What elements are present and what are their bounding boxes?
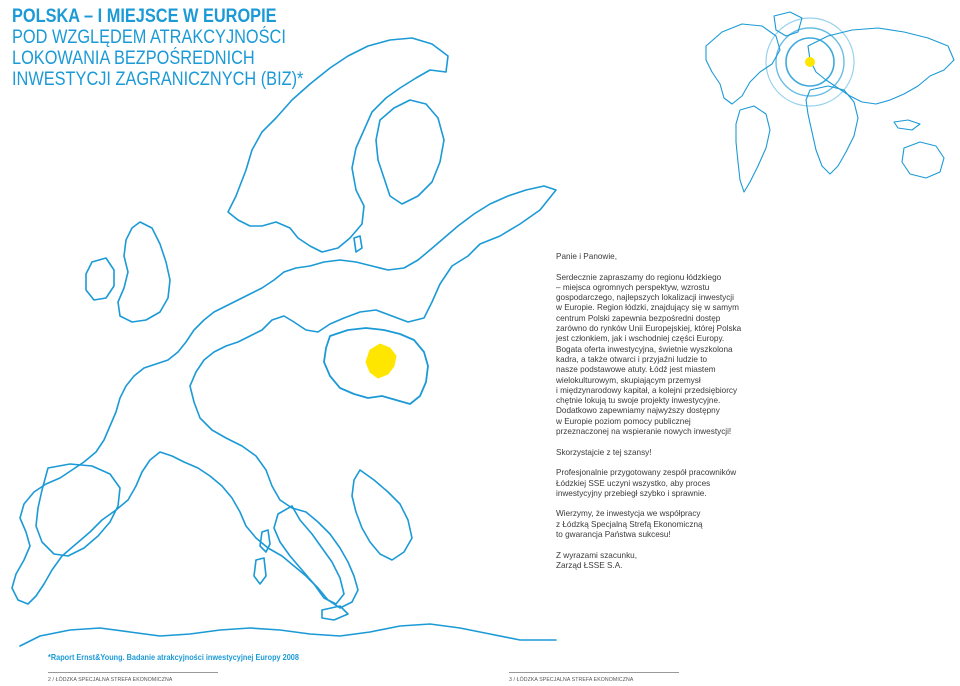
indonesia-outline bbox=[894, 120, 920, 130]
page-number-left: 2 / ŁÓDZKA SPECJALNA STREFA EKONOMICZNA bbox=[48, 677, 173, 683]
letter-p1-line: Serdecznie zapraszamy do regionu łódzkiego bbox=[556, 272, 722, 282]
north-america-outline bbox=[706, 24, 780, 104]
ireland-outline bbox=[86, 258, 114, 300]
eurasia-outline bbox=[808, 28, 954, 104]
letter-p1-line: jest członkiem, jak i wschodniej części Europy. bbox=[556, 334, 725, 344]
letter-signature: Zarząd ŁSSE S.A. bbox=[556, 560, 623, 570]
letter-p1-line: w Europie. Region łódzki, znajdujący się w samym bbox=[556, 303, 739, 313]
finland-outline bbox=[376, 100, 444, 204]
title-line-4: INWESTYCJI ZAGRANICZNYCH (BIZ)* bbox=[12, 69, 304, 90]
sicily-outline bbox=[322, 606, 348, 620]
letter-p1-line: zarówno do rynków Unii Europejskiej, której Polska bbox=[556, 324, 742, 334]
letter-p1-line: Dodatkowo zapewniamy najwyższy dostępny bbox=[556, 406, 720, 416]
sardinia-outline bbox=[254, 558, 266, 584]
letter-p1-line: wielokulturowym, skupiającym przemysł bbox=[556, 375, 701, 385]
letter-greeting: Panie i Panowie, bbox=[556, 252, 617, 261]
letter-p4-line: to gwarancja Państwa sukcesu! bbox=[556, 530, 671, 540]
welcome-letter bbox=[556, 252, 768, 571]
footer-rule-right bbox=[509, 672, 679, 673]
footnote-source: *Raport Ernst&Young. Badanie atrakcyjności inwestycyjnej Europy 2008 bbox=[48, 652, 299, 662]
corsica-outline bbox=[260, 530, 270, 552]
letter-paragraph-1 bbox=[556, 273, 768, 438]
letter-p1-line: przeznaczonej na wspieranie nowych inwestycji! bbox=[556, 427, 732, 437]
letter-p4-line: z Łódzką Specjalną Strefą Ekonomiczną bbox=[556, 519, 703, 529]
africa-outline bbox=[806, 86, 858, 174]
letter-p1-line: w Europie poziom pomocy publicznej bbox=[556, 416, 691, 426]
letter-paragraph-3 bbox=[556, 468, 768, 499]
mainland-europe-outline bbox=[12, 186, 556, 608]
world-outline-map bbox=[698, 6, 958, 226]
letter-p1-line: i międzynarodowy kapitał, a kolejni przedsiębiorcy bbox=[556, 385, 738, 395]
poland-location-dot bbox=[805, 57, 815, 67]
gotland-outline bbox=[354, 236, 362, 252]
balkans-outline bbox=[352, 470, 412, 560]
great-britain-outline bbox=[118, 222, 170, 322]
letter-p1-line: Bogata oferta inwestycyjna, świetnie wyszkolona bbox=[556, 344, 733, 354]
italy-outline bbox=[274, 506, 344, 604]
letter-p3-line: Łódzkiej SSE uczyni wszystko, aby proces bbox=[556, 478, 711, 488]
letter-p1-line: nasze podstawowe atuty. Łódź jest miastem bbox=[556, 365, 716, 375]
letter-p1-line: chętnie lokują tu swoje projekty inwestycyjne. bbox=[556, 396, 721, 406]
letter-p1-line: – miejsca ogromnych perspektyw, wzrostu bbox=[556, 282, 710, 292]
south-america-outline bbox=[736, 106, 770, 192]
letter-p3-line: Profesjonalnie przygotowany zespół pracowników bbox=[556, 468, 737, 478]
letter-paragraph-2: Skorzystajcie z tej szansy! bbox=[556, 447, 652, 457]
title-line-2: POD WZGLĘDEM ATRAKCYJNOŚCI bbox=[12, 27, 286, 48]
letter-p4-line: Wierzymy, że inwestycja we współpracy bbox=[556, 509, 701, 519]
letter-p1-line: centrum Polski zapewnia bezpośredni dostęp bbox=[556, 313, 721, 323]
letter-closing: Z wyrazami szacunku, bbox=[556, 550, 637, 560]
letter-paragraph-4 bbox=[556, 509, 768, 540]
footer-rule-left bbox=[48, 672, 218, 673]
africa-coast-outline bbox=[20, 624, 556, 646]
scandinavia-outline bbox=[228, 38, 448, 252]
letter-p3-line: inwestycyjny przebiegł szybko i sprawnie. bbox=[556, 488, 707, 498]
letter-p1-line: gospodarczego, najlepszych lokalizacji inwestycji bbox=[556, 293, 734, 303]
title-line-1: POLSKA – I MIEJSCE W EUROPIE bbox=[12, 6, 277, 27]
title-line-3: LOKOWANIA BEZPOŚREDNICH bbox=[12, 48, 255, 69]
page-number-right: 3 / ŁÓDZKA SPECJALNA STREFA EKONOMICZNA bbox=[509, 677, 634, 683]
letter-p1-line: kadra, a także otwarci i przyjaźni ludzie to bbox=[556, 354, 708, 364]
australia-outline bbox=[902, 142, 944, 178]
